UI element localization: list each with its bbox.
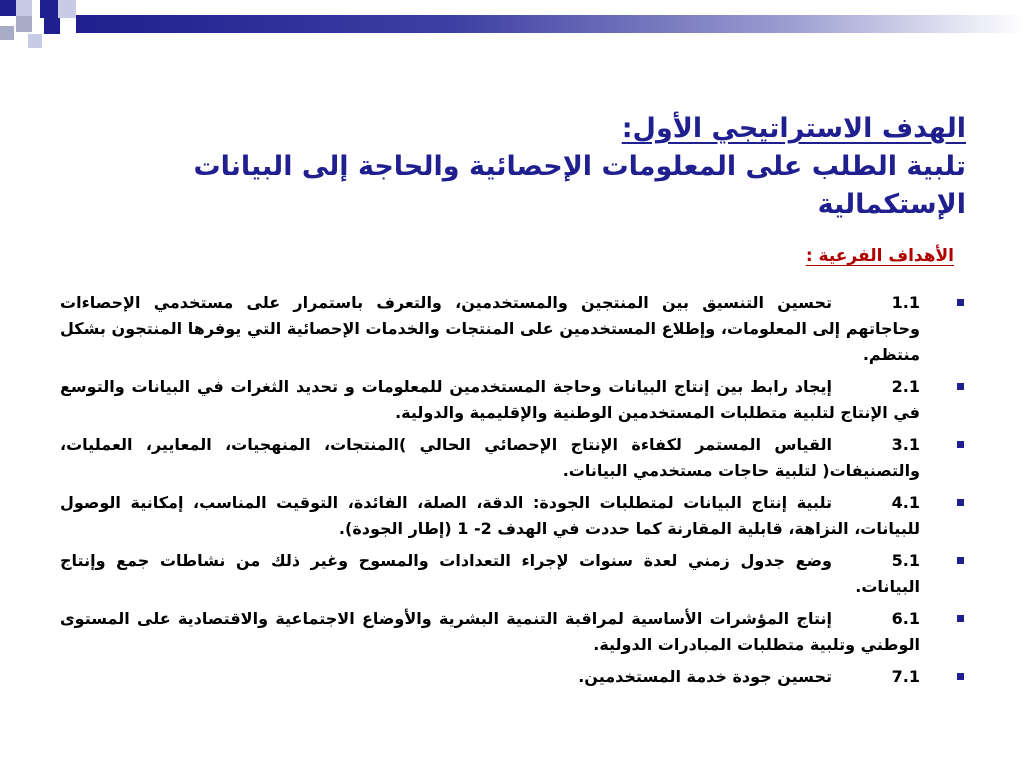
square-bullet-icon bbox=[957, 557, 964, 564]
list-item bbox=[60, 664, 964, 690]
list-item bbox=[60, 606, 964, 658]
title-line-2: تلبية الطلب على المعلومات الإحصائية والحاجة إلى البيانات الإستكمالية bbox=[193, 151, 966, 220]
slide-title bbox=[40, 110, 966, 224]
goal-text: إنتاج المؤشرات الأساسية لمراقبة التنمية البشرية والأوضاع الاجتماعية والاقتصادية على المستوى الوطني وتلبية متطلبات المبادرات الدولية. bbox=[60, 609, 920, 654]
goal-number: 7.1 bbox=[891, 667, 920, 686]
goal-number: 1.1 bbox=[891, 293, 920, 312]
corner-square-8 bbox=[28, 34, 42, 48]
corner-square-4 bbox=[58, 0, 76, 18]
header-gradient-rule bbox=[76, 15, 1024, 33]
square-bullet-icon bbox=[957, 299, 964, 306]
square-bullet-icon bbox=[957, 615, 964, 622]
corner-square-1 bbox=[0, 0, 16, 16]
goal-text: تلبية إنتاج البيانات لمتطلبات الجودة: الدقة، الصلة، الفائدة، التوقيت المناسب، إمكانية الوصول للبيانات، النزاهة، قابلية المقارنة كما حددت في الهدف 2- 1 (إطار الجودة). bbox=[60, 493, 920, 538]
list-item bbox=[60, 490, 964, 542]
goal-text: القياس المستمر لكفاءة الإنتاج الإحصائي الحالي )المنتجات، المنهجيات، المعايير، العمليات، والتصنيفات( لتلبية حاجات مستخدمي البيانات. bbox=[60, 435, 920, 480]
goal-text: تحسين جودة خدمة المستخدمين. bbox=[578, 667, 832, 686]
subgoals-heading-text: الأهداف الفرعية : bbox=[805, 246, 954, 266]
square-bullet-icon bbox=[957, 673, 964, 680]
goal-number: 5.1 bbox=[891, 551, 920, 570]
goal-text: إيجاد رابط بين إنتاج البيانات وحاجة المستخدمين للمعلومات و تحديد الثغرات في البيانات والتوسع في الإنتاج لتلبية متطلبات المستخدمين الوطنية والإقليمية والدولية. bbox=[60, 377, 920, 422]
goal-text: تحسين التنسيق بين المنتجين والمستخدمين، والتعرف باستمرار على مستخدمي الإحصاءات وحاجاتهم إلى المعلومات، وإطلاع المستخدمين على المنتجات والخدمات الإحصائية التي يوفرها المنتجون بشكل منتظم. bbox=[60, 293, 920, 364]
corner-square-3 bbox=[40, 0, 58, 18]
corner-square-5 bbox=[16, 16, 32, 32]
title-line-1 bbox=[40, 110, 966, 148]
goal-number: 2.1 bbox=[891, 377, 920, 396]
subgoals-list bbox=[60, 290, 964, 696]
goal-number: 4.1 bbox=[891, 493, 920, 512]
goal-number: 3.1 bbox=[891, 435, 920, 454]
list-item bbox=[60, 374, 964, 426]
subgoals-heading bbox=[600, 244, 954, 268]
corner-square-2 bbox=[16, 0, 32, 16]
corner-square-6 bbox=[44, 18, 60, 34]
goal-number: 6.1 bbox=[891, 609, 920, 628]
square-bullet-icon bbox=[957, 383, 964, 390]
square-bullet-icon bbox=[957, 499, 964, 506]
corner-square-7 bbox=[0, 26, 14, 40]
list-item bbox=[60, 548, 964, 600]
square-bullet-icon bbox=[957, 441, 964, 448]
list-item bbox=[60, 290, 964, 368]
goal-text: وضع جدول زمني لعدة سنوات لإجراء التعدادات والمسوح وغير ذلك من نشاطات جمع وإنتاج البيانات. bbox=[60, 551, 920, 596]
list-item bbox=[60, 432, 964, 484]
title-line-1-text: الهدف الاستراتيجي الأول: bbox=[621, 113, 966, 144]
